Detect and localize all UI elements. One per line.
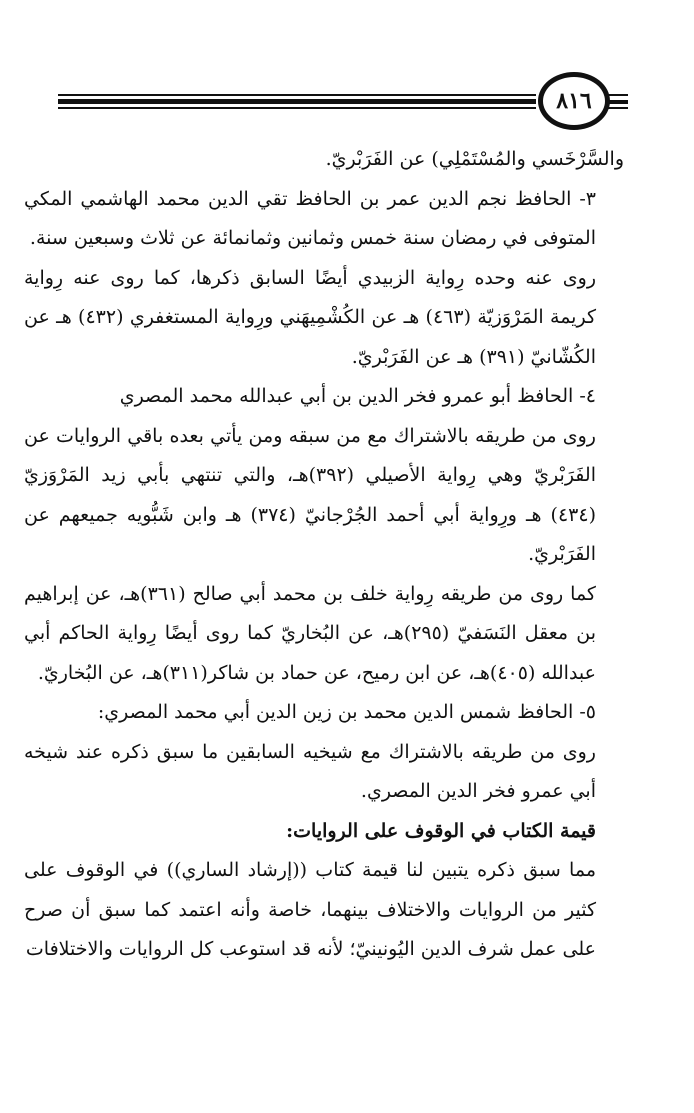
paragraph: روى عنه وحده رِواية الزبيدي أيضًا السابق ذكرها، كما روى عنه رِواية كريمة المَرْوَزيّة (٤٦٣) هـ عن الكُشْمِيهَني ورِواية المستغفري (٤٣٢) هـ عن الكُشّانيّ (٣٩١) هـ عن الفَرَبْريّ. — [24, 266, 596, 368]
paragraph: روى من طريقه بالاشتراك مع شيخيه السابقين ما سبق ذكره عند شيخه أبي عمرو فخر الدين المصري. — [24, 740, 596, 802]
header-rule-thick — [58, 99, 536, 104]
header-rule-right-thick — [608, 100, 628, 104]
body-text — [24, 140, 624, 970]
header-rule — [58, 94, 536, 96]
header-rule-right — [608, 107, 628, 109]
paragraph: مما سبق ذكره يتبين لنا قيمة كتاب ((إرشاد الساري)) في الوقوف على كثير من الروايات والاختلاف بينهما، خاصة وأنه اعتمد كما سبق أن صرح على عمل شرف الدين اليُونينيّ؛ لأنه قد استوعب كل الروايات والاختلافات — [24, 859, 596, 960]
header-rule-right — [608, 94, 628, 96]
paragraph: روى من طريقه بالاشتراك مع من سبقه ومن يأتي بعده باقي الروايات عن الفَرَبْريّ وهي رِواية الأصيلي (٣٩٢)هـ، والتي تنتهي بأبي زيد المَرْوَزيّ (٤٣٤) هـ ورِواية أبي أحمد الجُرْجانيّ (٣٧٤) هـ وابن شَبُّويه جميعهم عن الفَرَبْريّ. — [24, 424, 596, 565]
section-heading: قيمة الكتاب في الوقوف على الروايات: — [286, 819, 596, 842]
paragraph: ٣- الحافظ نجم الدين عمر بن الحافظ تقي الدين محمد الهاشمي المكي المتوفى في رمضان سنة خمس وثمانين وثمانمائة عن ثلاث وسبعين سنة. — [24, 187, 596, 249]
paragraph: ٤- الحافظ أبو عمرو فخر الدين بن أبي عبدالله محمد المصري — [119, 385, 596, 407]
paragraph: والسَّرْخَسي والمُسْتَمْلِي) عن الفَرَبْريّ. — [325, 148, 624, 170]
header-rule — [58, 107, 536, 109]
page-header — [58, 72, 628, 142]
page-number: ٨١٦ — [538, 72, 610, 130]
paragraph: كما روى من طريقه رِواية خلف بن محمد أبي صالح (٣٦١)هـ، عن إبراهيم بن معقل النَسَفيّ (٢٩٥)هـ، عن البُخاريّ كما روى أيضًا رِواية الحاكم أبي عبدالله (٤٠٥)هـ، عن ابن رميح، عن حماد بن شاكر(٣١١)هـ، عن البُخاريّ. — [24, 582, 596, 684]
paragraph: ٥- الحافظ شمس الدين محمد بن زين الدين أبي محمد المصري: — [97, 701, 596, 723]
